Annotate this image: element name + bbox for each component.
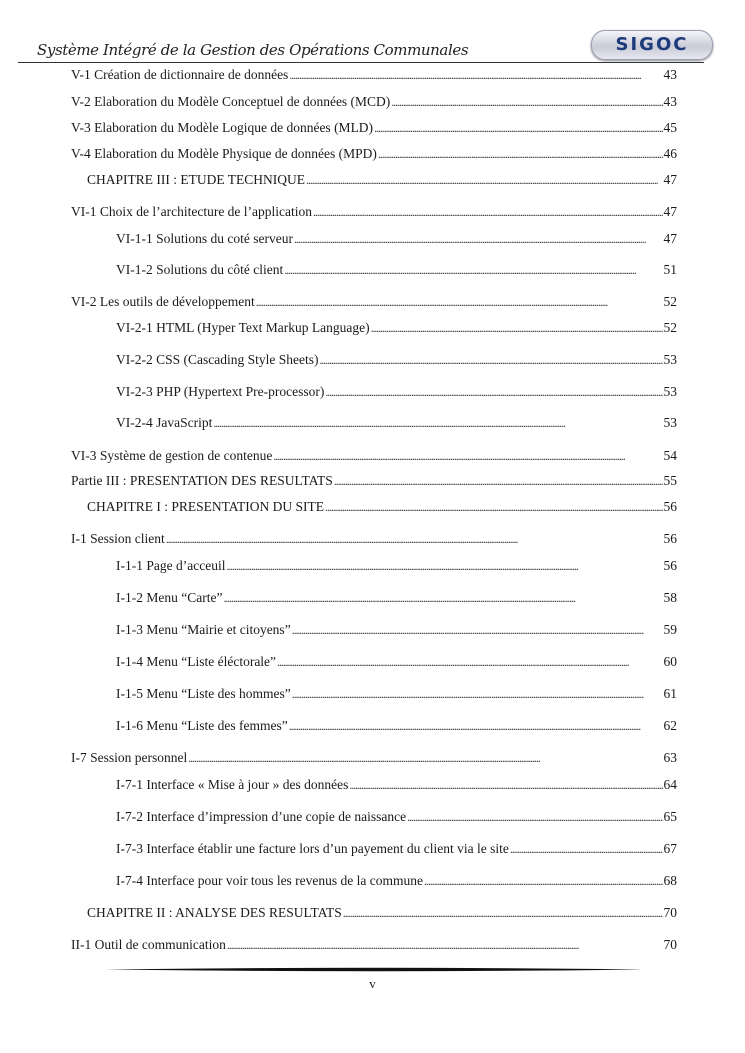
dot-leader bbox=[277, 654, 662, 670]
toc-entry-page: 52 bbox=[663, 294, 677, 309]
toc-entry-page: 56 bbox=[663, 499, 677, 514]
toc-entry-label: I-7 Session personnel bbox=[71, 750, 188, 765]
toc-entry-label: I-1-1 Page d’acceuil bbox=[116, 558, 226, 573]
toc-entry-label: VI-2 Les outils de développement bbox=[71, 294, 255, 309]
running-header-title: Système Intégré de la Gestion des Opérations Communales bbox=[37, 41, 469, 59]
toc-entry[interactable] bbox=[116, 590, 677, 606]
toc-entry-part[interactable] bbox=[71, 473, 677, 489]
dot-leader bbox=[188, 750, 662, 766]
toc-entry-label: VI-2-3 PHP (Hypertext Pre-processor) bbox=[116, 384, 325, 399]
toc-entry[interactable] bbox=[116, 873, 677, 889]
toc-entry-label: I-1-2 Menu “Carte” bbox=[116, 590, 223, 605]
toc-entry-page: 60 bbox=[663, 654, 677, 669]
toc-entry-label: VI-1-1 Solutions du coté serveur bbox=[116, 231, 293, 246]
dot-leader bbox=[371, 320, 663, 336]
toc-entry-page: 46 bbox=[663, 146, 677, 161]
toc-entry-chapter[interactable] bbox=[87, 499, 677, 515]
toc-entry-page: 59 bbox=[663, 622, 677, 637]
toc-entry-label: VI-1 Choix de l’architecture de l’application bbox=[71, 204, 313, 219]
toc-entry-page: 43 bbox=[663, 67, 677, 82]
dot-leader bbox=[306, 172, 663, 188]
dot-leader bbox=[273, 448, 662, 464]
toc-entry[interactable] bbox=[71, 67, 677, 83]
toc-entry-label: I-7-3 Interface établir une facture lors d’un payement du client via le site bbox=[116, 841, 509, 856]
toc-entry[interactable] bbox=[116, 841, 677, 857]
toc-entry-page: 68 bbox=[663, 873, 677, 888]
toc-entry-page: 45 bbox=[663, 120, 677, 135]
toc-entry[interactable] bbox=[116, 809, 677, 825]
toc-entry-page: 62 bbox=[663, 718, 677, 733]
toc-entry-label: CHAPITRE III : ETUDE TECHNIQUE bbox=[87, 172, 305, 187]
dot-leader bbox=[325, 499, 662, 515]
toc-entry-page: 63 bbox=[663, 750, 677, 765]
toc-entry-page: 55 bbox=[663, 473, 677, 488]
footer-divider bbox=[104, 967, 642, 972]
toc-entry[interactable] bbox=[71, 146, 677, 162]
dot-leader bbox=[391, 94, 662, 110]
toc-entry[interactable] bbox=[116, 262, 677, 278]
toc-entry-page: 56 bbox=[663, 558, 677, 573]
toc-entry[interactable] bbox=[71, 750, 677, 766]
toc-entry-label: V-4 Elaboration du Modèle Physique de données (MPD) bbox=[71, 146, 377, 161]
toc-entry[interactable] bbox=[71, 531, 677, 547]
toc-entry-label: I-1-5 Menu “Liste des hommes” bbox=[116, 686, 291, 701]
toc-entry-page: 43 bbox=[663, 94, 677, 109]
toc-entry-page: 47 bbox=[663, 204, 677, 219]
toc-entry[interactable] bbox=[116, 384, 677, 400]
toc-entry-chapter[interactable] bbox=[87, 905, 677, 921]
toc-entry[interactable] bbox=[116, 231, 677, 247]
toc-entry[interactable] bbox=[71, 204, 677, 220]
page-number: v bbox=[369, 976, 376, 991]
toc-entry-page: 54 bbox=[663, 448, 677, 463]
toc-entry-label: I-7-2 Interface d’impression d’une copie de naissance bbox=[116, 809, 407, 824]
toc-entry-page: 58 bbox=[663, 590, 677, 605]
toc-entry-page: 51 bbox=[663, 262, 677, 277]
toc-entry[interactable] bbox=[116, 558, 677, 574]
toc-entry[interactable] bbox=[71, 937, 677, 953]
dot-leader bbox=[378, 146, 663, 162]
toc-entry-label: VI-1-2 Solutions du côté client bbox=[116, 262, 284, 277]
toc-entry[interactable] bbox=[71, 448, 677, 464]
toc-entry-label: CHAPITRE I : PRESENTATION DU SITE bbox=[87, 499, 325, 514]
toc-entry-label: Partie III : PRESENTATION DES RESULTATS bbox=[71, 473, 333, 488]
toc-entry-page: 47 bbox=[663, 172, 677, 187]
dot-leader bbox=[292, 622, 663, 638]
dot-leader bbox=[166, 531, 663, 547]
dot-leader bbox=[407, 809, 662, 825]
dot-leader bbox=[374, 120, 662, 136]
toc-entry-page: 52 bbox=[663, 320, 677, 335]
dot-leader bbox=[313, 204, 662, 220]
toc-entry[interactable] bbox=[116, 718, 677, 734]
toc-entry-label: VI-3 Système de gestion de contenue bbox=[71, 448, 273, 463]
toc-entry-page: 53 bbox=[663, 415, 677, 430]
toc-entry-label: I-1-4 Menu “Liste éléctorale” bbox=[116, 654, 277, 669]
dot-leader bbox=[226, 558, 662, 574]
dot-leader bbox=[510, 841, 663, 857]
toc-entry-page: 53 bbox=[663, 352, 677, 367]
toc-entry-label: I-1-3 Menu “Mairie et citoyens” bbox=[116, 622, 291, 637]
toc-entry-label: I-1-6 Menu “Liste des femmes” bbox=[116, 718, 288, 733]
toc-entry-label: VI-2-4 JavaScript bbox=[116, 415, 213, 430]
toc-entry-label: I-7-4 Interface pour voir tous les revenus de la commune bbox=[116, 873, 424, 888]
toc-entry[interactable] bbox=[116, 777, 677, 793]
dot-leader bbox=[213, 415, 662, 431]
dot-leader bbox=[294, 231, 663, 247]
dot-leader bbox=[284, 262, 662, 278]
dot-leader bbox=[319, 352, 662, 368]
toc-entry-label: CHAPITRE II : ANALYSE DES RESULTATS bbox=[87, 905, 342, 920]
toc-entry[interactable] bbox=[116, 415, 677, 431]
toc-entry-page: 61 bbox=[663, 686, 677, 701]
dot-leader bbox=[424, 873, 662, 889]
toc-entry[interactable] bbox=[71, 120, 677, 136]
toc-entry-label: V-2 Elaboration du Modèle Conceptuel de données (MCD) bbox=[71, 94, 391, 109]
toc-entry-label: V-3 Elaboration du Modèle Logique de données (MLD) bbox=[71, 120, 374, 135]
toc-entry-chapter[interactable] bbox=[87, 172, 677, 188]
toc-entry-label: I-7-1 Interface « Mise à jour » des données bbox=[116, 777, 349, 792]
logo-text: SIGOC bbox=[615, 34, 689, 55]
dot-leader bbox=[343, 905, 663, 921]
dot-leader bbox=[325, 384, 662, 400]
dot-leader bbox=[292, 686, 663, 702]
dot-leader bbox=[223, 590, 662, 606]
toc-entry-label: II-1 Outil de communication bbox=[71, 937, 226, 952]
toc-entry[interactable] bbox=[71, 94, 677, 110]
dot-leader bbox=[227, 937, 663, 953]
toc-entry-page: 70 bbox=[663, 937, 677, 952]
dot-leader bbox=[256, 294, 663, 310]
toc-entry[interactable] bbox=[116, 320, 677, 336]
dot-leader bbox=[349, 777, 662, 793]
toc-entry-page: 47 bbox=[663, 231, 677, 246]
toc-entry-page: 67 bbox=[663, 841, 677, 856]
toc-entry[interactable] bbox=[116, 654, 677, 670]
toc-entry-page: 65 bbox=[663, 809, 677, 824]
dot-leader bbox=[334, 473, 663, 489]
toc-entry-label: VI-2-1 HTML (Hyper Text Markup Language) bbox=[116, 320, 370, 335]
dot-leader bbox=[289, 718, 663, 734]
toc-entry-label: I-1 Session client bbox=[71, 531, 165, 546]
toc-entry-label: V-1 Création de dictionnaire de données bbox=[71, 67, 289, 82]
toc-entry[interactable] bbox=[116, 686, 677, 702]
toc-entry[interactable] bbox=[116, 622, 677, 638]
toc-entry-page: 70 bbox=[663, 905, 677, 920]
toc-entry-page: 53 bbox=[663, 384, 677, 399]
toc-entry[interactable] bbox=[116, 352, 677, 368]
toc-entry-page: 56 bbox=[663, 531, 677, 546]
toc-entry[interactable] bbox=[71, 294, 677, 310]
toc-entry-page: 64 bbox=[663, 777, 677, 792]
dot-leader bbox=[289, 67, 662, 83]
toc-entry-label: VI-2-2 CSS (Cascading Style Sheets) bbox=[116, 352, 319, 367]
